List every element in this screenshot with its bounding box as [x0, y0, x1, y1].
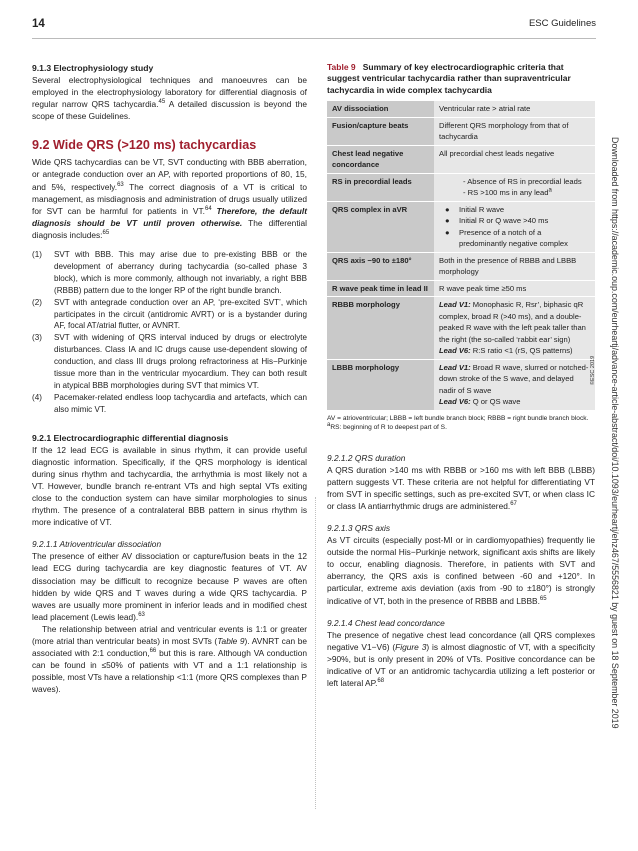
ref[interactable]: 65: [539, 595, 547, 602]
table-cell-key: R wave peak time in lead II: [327, 280, 434, 297]
table-cell-key: RS in precordial leads: [327, 173, 434, 201]
list-item: [32, 392, 307, 416]
list-number: (1): [32, 250, 42, 260]
emphasis-text: Therefore, the default diagnosis should be VT until proven otherwise.: [32, 205, 307, 228]
lead-label: Lead V1:: [439, 362, 471, 372]
text: Several electrophysiological techniques and manoeuvres can be employed in the electrophysiology laboratory for differential diagnosis of regular narrow QRS tachycardia.: [32, 75, 307, 110]
column-divider: [315, 497, 316, 809]
text: Presence of a notch of a predominantly negative complex: [459, 227, 568, 249]
text: A QRS duration >140 ms with RBBB or >160 ms with left BBB (LBBB) pattern suggests VT. These criteria are not helpful for differentiating VT from SVT in specific settings, such as pre-excited SVT, or when class IC or class IA antiarrhythmic drugs are administered.: [327, 464, 595, 511]
table-cell-value: [434, 297, 595, 360]
table-cell-key: RBBB morphology: [327, 297, 434, 360]
table-caption: [327, 62, 595, 96]
section-title-921: 9.2.1 Electrocardiographic differential diagnosis: [32, 432, 229, 443]
paragraph-9211-b: [32, 623, 307, 696]
bullet-item: [439, 227, 590, 250]
bullet-icon: ●: [445, 227, 450, 237]
text: The differential diagnosis includes:: [32, 217, 307, 240]
cell-line: [439, 187, 590, 199]
text: Q or QS wave: [470, 397, 521, 407]
table-cell-key: Chest lead negative concordance: [327, 145, 434, 173]
text: The relationship between atrial and ventricular events is 1:1 or greater (more atrial than ventricular beats) in most SVTs (: [32, 623, 307, 647]
list-text: SVT with antegrade conduction over an AP, ‘pre-excited SVT’, which participates in the circuit (antidromic AVRT) or is a bystander during AF, focal AT/atrial flutter, or AVNRT.: [54, 297, 307, 331]
paragraph-913: [32, 74, 307, 122]
paragraph-9213: [327, 534, 595, 607]
table-cell-value: R wave peak time ≥50 ms: [434, 280, 595, 297]
text: Monophasic R, Rsr’, biphasic qR complex, broad R (>40 ms), and a double-peaked R wave with the left peak taller than the right (the so-called ‘rabbit ear’ sign): [439, 300, 586, 344]
text: but this is rare. Although VA conduction can be found in ≤50% of patients with VT and a 1:1 relationship is possible, most VTs have a relationship <1:1 (more QRS complexes than P waves).: [32, 648, 307, 695]
figure-link[interactable]: Figure 3: [395, 641, 427, 652]
table-row: [327, 252, 595, 280]
footnote-marker: a: [548, 187, 552, 194]
ref[interactable]: 63: [117, 181, 124, 188]
section-title-9214: 9.2.1.4 Chest lead concordance: [327, 617, 445, 628]
list-text: SVT with widening of QRS interval induced by drugs or electrolyte disturbances. Class IA and IC drugs cause use-dependent slowing of conduction, and class III drugs prolong refractoriness at His−Purkinje tissue more than in the ventricular myocardium. They can both result in atypical BBB morphologies during SVT that mimics VT.: [54, 333, 307, 390]
copyright-text: ©ESC 2019: [590, 355, 596, 385]
ref[interactable]: 64: [204, 205, 212, 212]
table-title: Summary of key electrocardiographic criteria that suggest ventricular tachycardia rather than supraventricular tachycardia in wide complex tachycardia: [327, 62, 571, 95]
ref[interactable]: 65: [102, 230, 110, 237]
text: Initial R or Q wave >40 ms: [459, 216, 549, 226]
section-title-913: 9.1.3 Electrophysiology study: [32, 63, 154, 73]
ref[interactable]: 45: [158, 99, 166, 106]
footnote-line: [327, 423, 595, 432]
copyright-mark: [590, 325, 598, 385]
table-cell-key: Fusion/capture beats: [327, 117, 434, 145]
paragraph-92: [32, 156, 307, 241]
lead-label: Lead V6:: [439, 397, 471, 407]
ref[interactable]: 67: [510, 501, 517, 508]
footnote-marker: a: [327, 421, 331, 428]
section-title-9211: 9.2.1.1 Atrioventricular dissociation: [32, 539, 162, 550]
text: The correct diagnosis of a VT is critical to management, as misdiagnosis and administration of drugs usually utilized for SVT can be harmful for patients in VT.: [32, 181, 307, 216]
cell-line: - Absence of RS in precordial leads: [463, 176, 582, 186]
table-row: [327, 117, 595, 145]
text: Broad R wave, slurred or notched-down stroke of the S wave, and delayed nadir of S wave: [439, 362, 589, 395]
bullet-item: [439, 204, 590, 216]
table-cell-key: AV dissociation: [327, 101, 434, 118]
table-cell-value: [434, 359, 595, 410]
footnote-text: RS: beginning of R to deepest part of S.: [330, 423, 447, 431]
page-header: [32, 18, 596, 39]
table-row: [327, 280, 595, 297]
table-cell-value: [434, 201, 595, 252]
left-column: [32, 62, 307, 696]
table-cell-value: Both in the presence of RBBB and LBBB morphology: [434, 252, 595, 280]
list-item: [32, 297, 307, 333]
ref[interactable]: 63: [138, 612, 145, 619]
text: R:S ratio <1 (rS, QS patterns): [470, 346, 573, 356]
text: ) is almost diagnostic of VT, with a specificity >90%, but is only present in 20% of VTs. Positive concordance can be indicative of VT or an antidromic tachycardia utilizing a left posterior or left lateral AP.: [327, 641, 596, 689]
list-item: [32, 332, 307, 392]
table-row: [327, 101, 595, 118]
table-row: [327, 359, 595, 410]
table-cell-key: QRS complex in aVR: [327, 201, 434, 252]
list-item: [32, 249, 307, 297]
table-row: [327, 145, 595, 173]
text: Wide QRS tachycardias can be VT, SVT conducting with BBB aberration, or antegrade conduction over an AP, with reported proportions of 80, 15, and 5%, respectively.: [32, 157, 307, 192]
bullet-icon: ●: [445, 204, 450, 214]
text: As VT circuits (especially post-MI or in cardiomyopathies) frequently lie outside the normal His−Purkinje network, significant axis shifts are likely to occur, enabling diagnosis. Therefore, in patients with SVT and aberrancy, the QRS axis is confined between -60 and +120°. In particular, extreme axis deviation (axis from -90 to ±180°) is strongly indicative of VT, both in the presence of RBBB and LBBB.: [327, 535, 595, 606]
list-number: (3): [32, 333, 42, 343]
text: A detailed discussion is beyond the scope of these Guidelines.: [32, 99, 307, 122]
list-number: (2): [32, 297, 42, 307]
download-side-note: [608, 137, 620, 827]
list-text: Pacemaker-related endless loop tachycardia and artefacts, which can also mimic VT.: [54, 392, 307, 414]
table-number: Table 9: [327, 62, 356, 72]
table-row: [327, 201, 595, 252]
section-title-92: 9.2 Wide QRS (>120 ms) tachycardias: [32, 138, 257, 153]
list-number: (4): [32, 392, 42, 402]
side-note-text: Downloaded from https://academic.oup.com/eurheartj/advance-article-abstract/doi/10.1093/eurheartj/ehz467/5556821 by guest on 18 September 2019: [610, 137, 620, 729]
paragraph-9212: [327, 464, 595, 512]
journal-name: ESC Guidelines: [528, 18, 596, 29]
table-footnote: [327, 414, 595, 432]
list-text: SVT with BBB. This may arise due to pre-existing BBB or the development of aberrancy during tachycardia (so-called phase 3 block), which is more commonly, although not invariably, a right BBB (RBBB) pattern due to the longer RP of the right bundle branch.: [54, 250, 307, 295]
text: ). AVNRT can be associated with 2:1 conduction,: [32, 636, 307, 659]
criteria-table: [327, 100, 595, 410]
section-title-9212: 9.2.1.2 QRS duration: [327, 452, 406, 463]
lead-label: Lead V6:: [439, 346, 471, 356]
text: The presence of negative chest lead concordance (all QRS complexes negative V1−V6) (: [327, 629, 595, 652]
table-link[interactable]: Table 9: [217, 636, 245, 647]
paragraph-9211-a: [32, 550, 307, 623]
table-cell-value: Ventricular rate > atrial rate: [434, 101, 595, 118]
table-row: [327, 297, 595, 360]
table-row: [327, 173, 595, 201]
ref[interactable]: 66: [149, 648, 157, 655]
table-cell-key: QRS axis −90 to ±180°: [327, 252, 434, 280]
ref[interactable]: 68: [377, 678, 385, 685]
text: Initial R wave: [459, 204, 505, 214]
bullet-icon: ●: [445, 216, 450, 226]
right-column: [327, 62, 595, 689]
text: The presence of either AV dissociation or capture/fusion beats in the 12 lead ECG during tachycardia are key diagnostic features of VT. AV dissociation may be difficult to recognize because P waves are often hidden by wide QRS and T waves during a wide QRS tachycardia. P waves are usually more prominent in inferior leads and in modified chest lead placement (Lewis lead).: [32, 551, 307, 622]
text: - RS >100 ms in any lead: [463, 188, 549, 198]
lead-label: Lead V1:: [439, 300, 471, 310]
page-number: 14: [32, 18, 45, 30]
table-cell-key: LBBB morphology: [327, 359, 434, 410]
footnote-text: AV = atrioventricular; LBBB = left bundle branch block; RBBB = right bundle branch block.: [327, 414, 589, 422]
differential-list: [32, 249, 307, 416]
table-cell-value: All precordial chest leads negative: [434, 145, 595, 173]
table-cell-value: Different QRS morphology from that of tachycardia: [434, 117, 595, 145]
paragraph-921: If the 12 lead ECG is available in sinus rhythm, it can provide useful diagnostic information. Specifically, if the QRS morphology is identical during sinus rhythm and tachycardia, the arrhythmia is most likely not a VT. However, bundle branch re-entrant VTs and high septal VTs exiting close to the conduction system can have similar morphologies to sinus rhythm. The presence of a contralateral BBB pattern in sinus rhythm is more indicative of VT.: [32, 444, 307, 528]
section-title-9213: 9.2.1.3 QRS axis: [327, 523, 391, 534]
table-cell-value: [434, 173, 595, 201]
bullet-item: [439, 215, 590, 227]
paragraph-9214: [327, 629, 595, 689]
